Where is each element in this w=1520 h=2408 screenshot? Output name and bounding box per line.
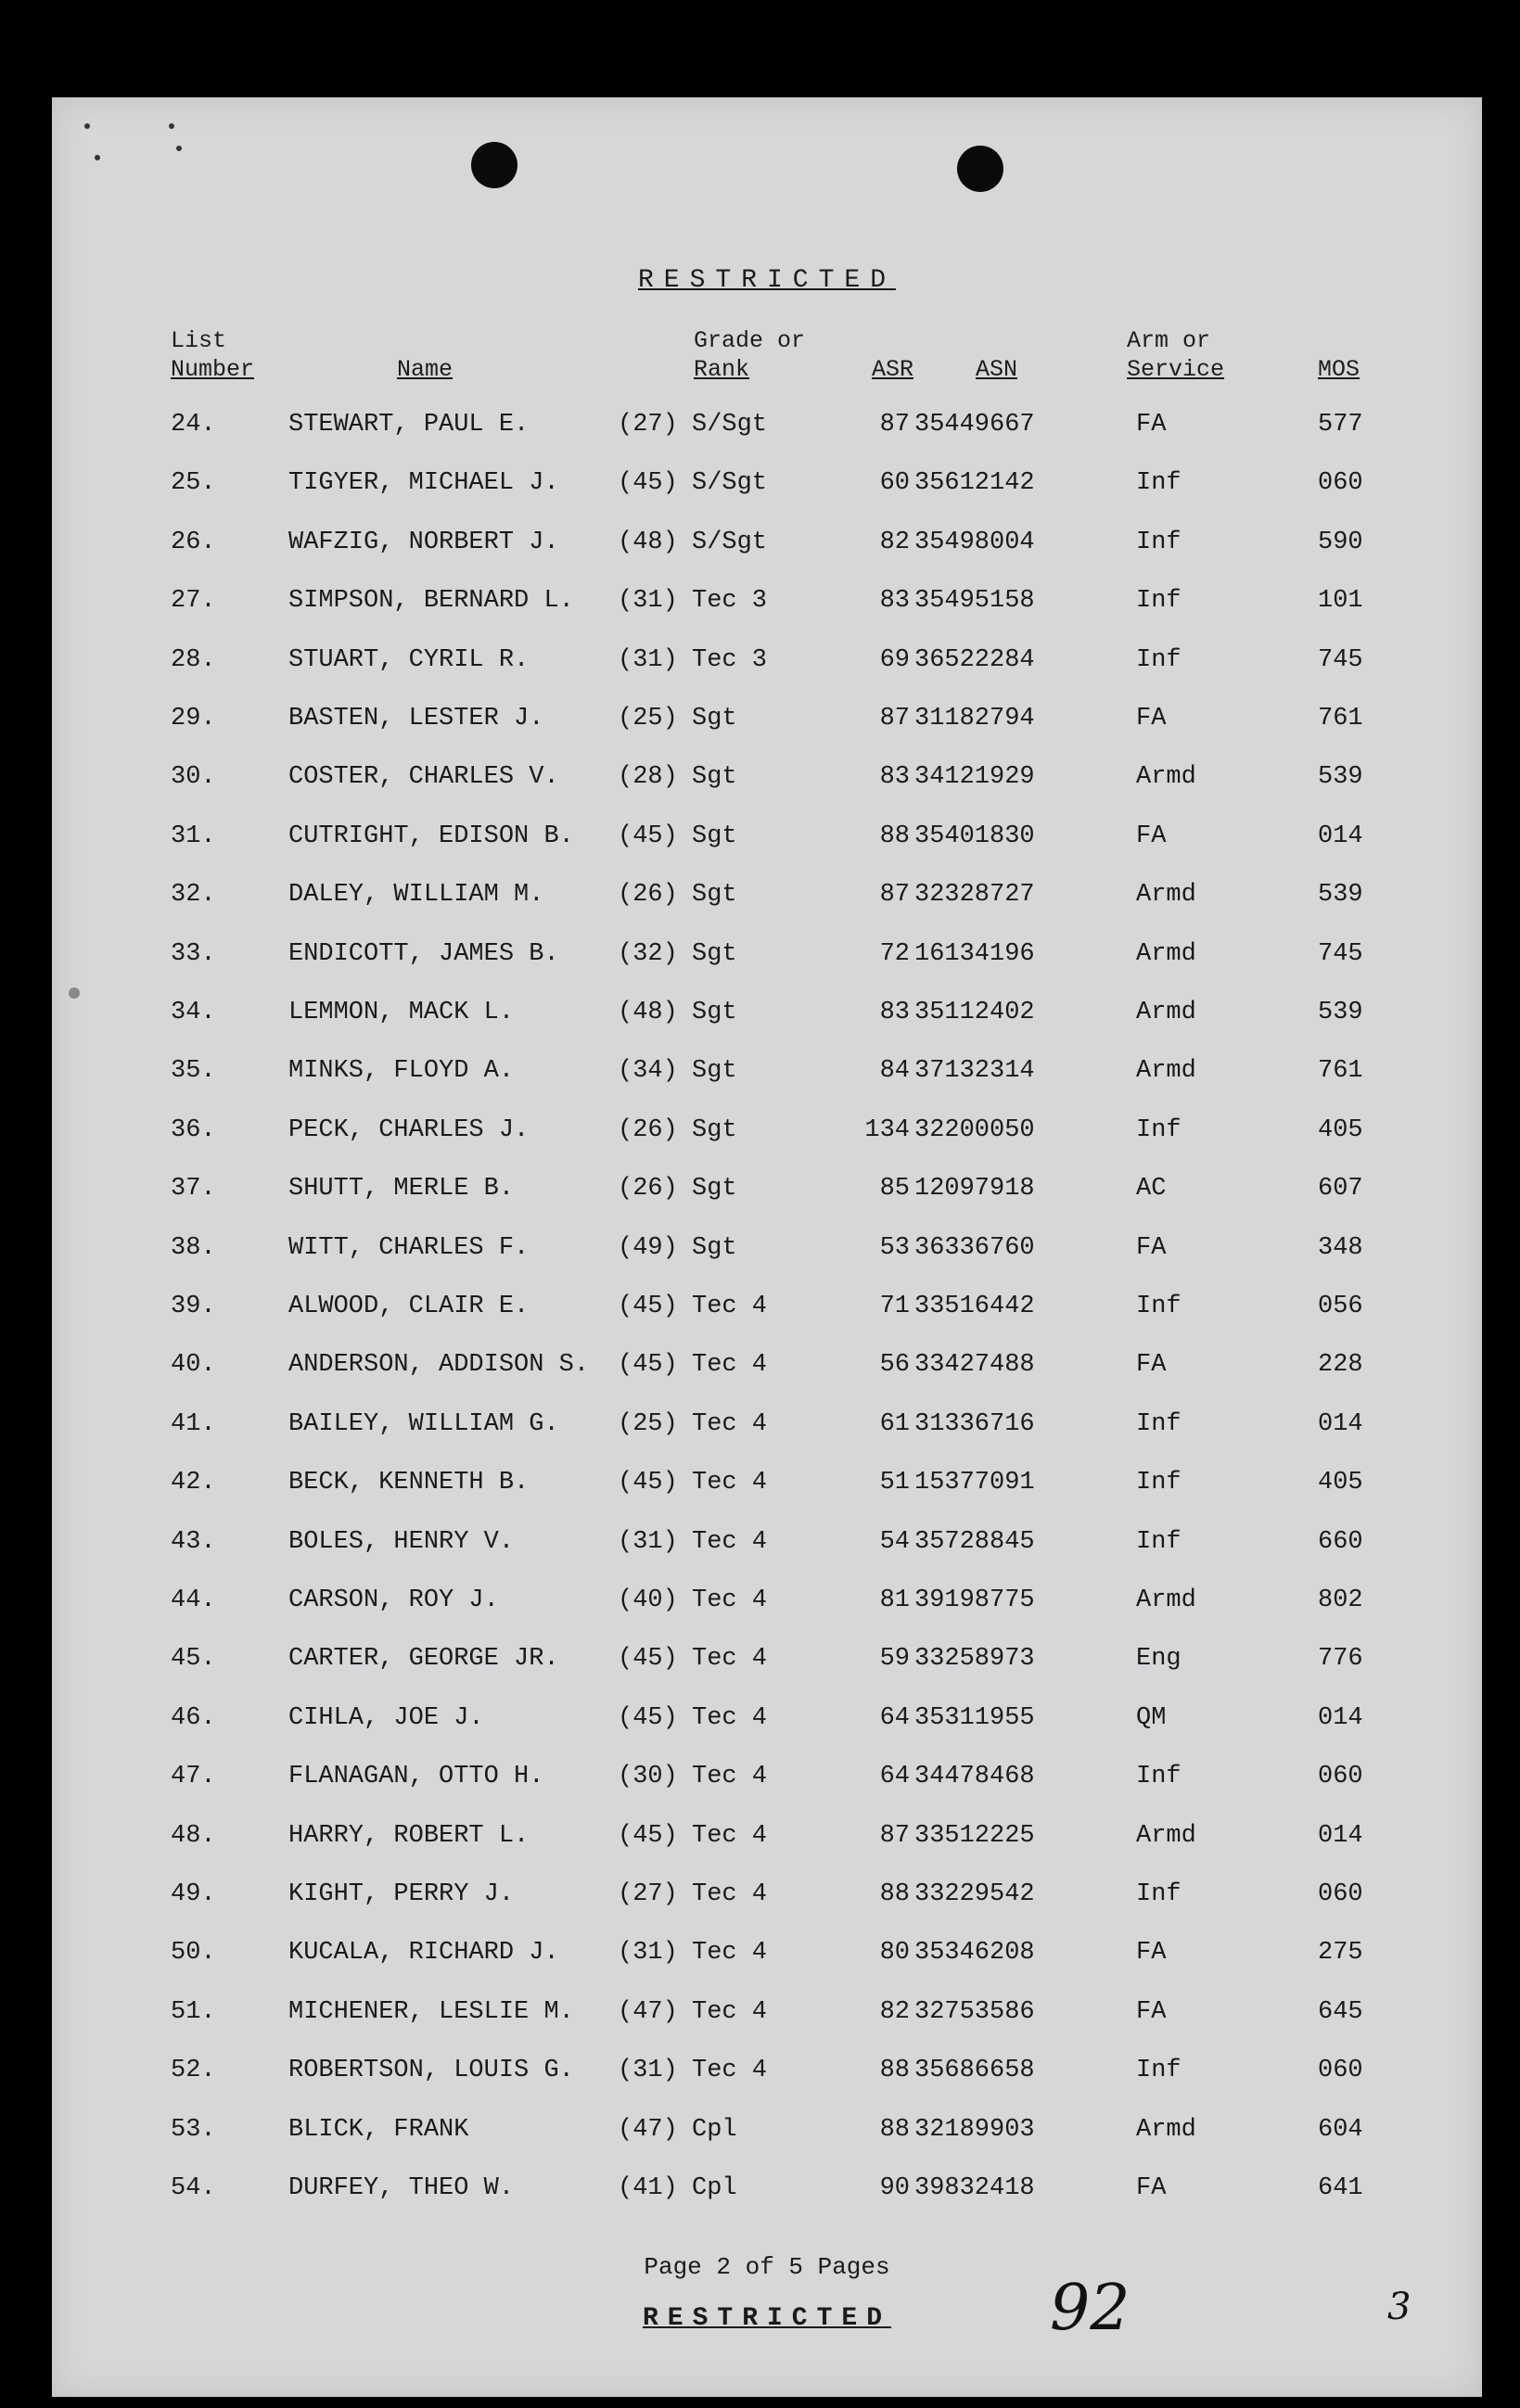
asr-score: 82 [879,1997,910,2026]
grade-rank: Sgt [692,881,737,910]
header-asn: ASN [976,356,1018,383]
grade-rank: Tec 4 [692,2057,768,2085]
soldier-name: ENDICOTT, JAMES B. [288,939,559,968]
asr-score: 83 [879,999,910,1026]
asn-number: 35686658 [914,2057,1035,2085]
soldier-name: BASTEN, LESTER J. [288,705,544,733]
asr-score: 60 [879,469,910,498]
arm-service: FA [1136,1351,1167,1380]
asn-number: 35495158 [914,587,1035,616]
soldier-name: BOLES, HENRY V. [288,1527,515,1556]
soldier-name: SHUTT, MERLE B. [288,1175,515,1204]
mos-code: 060 [1318,469,1363,498]
mos-code: 101 [1318,587,1363,616]
table-row [52,822,1482,860]
list-number: 53. [171,2115,216,2144]
asr-score: 83 [879,587,910,616]
age: (49) [618,1233,678,1262]
mos-code: 645 [1318,1997,1363,2026]
list-number: 27. [171,587,216,616]
table-row [52,411,1482,448]
mos-code: 745 [1318,939,1363,968]
soldier-name: ALWOOD, CLAIR E. [288,1293,530,1320]
mos-code: 014 [1318,822,1363,850]
soldier-name: CARSON, ROY J. [288,1586,499,1614]
asn-number: 32200050 [914,1115,1035,1144]
asn-number: 33512225 [914,1821,1035,1850]
asr-score: 85 [879,1175,910,1204]
soldier-name: MINKS, FLOYD A. [288,1057,515,1086]
asn-number: 39832418 [914,2174,1035,2202]
list-number: 42. [171,1469,216,1497]
arm-service: FA [1136,822,1167,850]
asr-score: 56 [879,1351,910,1380]
arm-service: Armd [1136,881,1196,910]
arm-service: Inf [1136,1880,1182,1908]
list-number: 36. [171,1115,216,1144]
mos-code: 761 [1318,705,1363,733]
document-page [52,97,1482,2397]
speck [69,987,80,999]
list-number: 24. [171,411,216,439]
grade-rank: Sgt [692,822,737,850]
table-row [52,469,1482,506]
asn-number: 34121929 [914,763,1035,792]
grade-rank: Tec 4 [692,1763,768,1791]
age: (47) [618,2115,678,2144]
table-row [52,1116,1482,1153]
mos-code: 014 [1318,1703,1363,1732]
age: (31) [618,2057,678,2085]
asr-score: 83 [879,763,910,792]
grade-rank: Tec 4 [692,1527,768,1556]
table-row [52,1234,1482,1271]
header-mos: MOS [1318,356,1360,383]
arm-service: Inf [1136,1527,1182,1556]
table-row [52,705,1482,742]
soldier-name: LEMMON, MACK L. [288,999,515,1026]
soldier-name: DALEY, WILLIAM M. [288,881,544,910]
soldier-name: DURFEY, THEO W. [288,2174,515,2202]
asn-number: 35346208 [914,1939,1035,1968]
asr-score: 61 [879,1409,910,1438]
soldier-name: ANDERSON, ADDISON S. [288,1351,590,1380]
arm-service: AC [1136,1175,1167,1204]
asn-number: 39198775 [914,1586,1035,1614]
list-number: 33. [171,939,216,968]
asr-score: 134 [864,1115,910,1144]
age: (25) [618,1409,678,1438]
age: (45) [618,1703,678,1732]
soldier-name: PECK, CHARLES J. [288,1115,530,1144]
asn-number: 36522284 [914,645,1035,674]
asr-score: 84 [879,1057,910,1086]
arm-service: QM [1136,1703,1167,1732]
list-number: 48. [171,1821,216,1850]
arm-service: Armd [1136,763,1196,792]
mos-code: 405 [1318,1115,1363,1144]
age: (45) [618,469,678,498]
grade-rank: Sgt [692,939,737,968]
age: (31) [618,645,678,674]
soldier-name: CUTRIGHT, EDISON B. [288,822,574,850]
age: (30) [618,1763,678,1791]
list-number: 28. [171,645,216,674]
age: (45) [618,1821,678,1850]
mos-code: 577 [1318,411,1363,439]
grade-rank: Tec 4 [692,1351,768,1380]
grade-rank: S/Sgt [692,411,768,439]
grade-rank: Tec 4 [692,1409,768,1438]
age: (41) [618,2174,678,2202]
soldier-name: WAFZIG, NORBERT J. [288,528,559,556]
table-row [52,1351,1482,1388]
mos-code: 802 [1318,1586,1363,1614]
speck [84,123,90,129]
arm-service: Armd [1136,1821,1196,1850]
asr-score: 71 [879,1293,910,1320]
mos-code: 539 [1318,999,1363,1026]
mos-code: 641 [1318,2174,1363,2202]
age: (45) [618,1469,678,1497]
age: (47) [618,1997,678,2026]
list-number: 44. [171,1586,216,1614]
arm-service: FA [1136,1939,1167,1968]
grade-rank: Sgt [692,1115,737,1144]
arm-service: FA [1136,1233,1167,1262]
grade-rank: Tec 3 [692,645,768,674]
table-row [52,1822,1482,1859]
table-row [52,529,1482,566]
bottom-classification: RESTRICTED [642,2304,892,2333]
mos-code: 590 [1318,528,1363,556]
asn-number: 31336716 [914,1409,1035,1438]
mos-code: 660 [1318,1527,1363,1556]
grade-rank: Sgt [692,1057,737,1086]
arm-service: Inf [1136,469,1182,498]
header-asr: ASR [872,356,914,383]
list-number: 45. [171,1645,216,1674]
list-number: 29. [171,705,216,733]
soldier-name: MICHENER, LESLIE M. [288,1997,574,2026]
table-row [52,2116,1482,2153]
arm-service: Inf [1136,587,1182,616]
asn-number: 12097918 [914,1175,1035,1204]
asr-score: 59 [879,1645,910,1674]
grade-rank: Sgt [692,999,737,1026]
table-row [52,587,1482,624]
age: (27) [618,1880,678,1908]
grade-rank: Tec 4 [692,1586,768,1614]
arm-service: Armd [1136,1586,1196,1614]
asn-number: 33258973 [914,1645,1035,1674]
punch-hole-right [957,146,1003,192]
mos-code: 539 [1318,763,1363,792]
punch-hole-left [471,142,517,188]
asr-score: 51 [879,1469,910,1497]
age: (26) [618,1115,678,1144]
table-row [52,1763,1482,1800]
asn-number: 35401830 [914,822,1035,850]
asr-score: 88 [879,2115,910,2144]
arm-service: Inf [1136,1409,1182,1438]
asn-number: 33427488 [914,1351,1035,1380]
asr-score: 69 [879,645,910,674]
mos-code: 014 [1318,1821,1363,1850]
soldier-name: BAILEY, WILLIAM G. [288,1409,559,1438]
mos-code: 228 [1318,1351,1363,1380]
grade-rank: S/Sgt [692,469,768,498]
mos-code: 604 [1318,2115,1363,2144]
soldier-name: STEWART, PAUL E. [288,411,530,439]
grade-rank: Tec 4 [692,1645,768,1674]
table-row [52,1998,1482,2035]
asn-number: 33516442 [914,1293,1035,1320]
asn-number: 32328727 [914,881,1035,910]
age: (32) [618,939,678,968]
table-row [52,1645,1482,1682]
list-number: 34. [171,999,216,1026]
grade-rank: Tec 4 [692,1293,768,1320]
mos-code: 060 [1318,1880,1363,1908]
list-number: 43. [171,1527,216,1556]
list-number: 32. [171,881,216,910]
top-classification: RESTRICTED [637,266,897,295]
soldier-name: BECK, KENNETH B. [288,1469,530,1497]
mos-code: 275 [1318,1939,1363,1968]
age: (48) [618,999,678,1026]
grade-rank: Sgt [692,1175,737,1204]
age: (25) [618,705,678,733]
asr-score: 82 [879,528,910,556]
asr-score: 72 [879,939,910,968]
arm-service: Inf [1136,2057,1182,2085]
arm-service: Inf [1136,1115,1182,1144]
list-number: 40. [171,1351,216,1380]
list-number: 46. [171,1703,216,1732]
table-row [52,1704,1482,1741]
mos-code: 745 [1318,645,1363,674]
soldier-name: CARTER, GEORGE JR. [288,1645,559,1674]
table-row [52,881,1482,918]
table-row [52,1528,1482,1565]
asn-number: 35612142 [914,469,1035,498]
soldier-name: BLICK, FRANK [288,2115,469,2144]
age: (26) [618,1175,678,1204]
asn-number: 35449667 [914,411,1035,439]
arm-service: Inf [1136,1293,1182,1320]
age: (28) [618,763,678,792]
list-number: 54. [171,2174,216,2202]
table-row [52,2174,1482,2211]
list-number: 47. [171,1763,216,1791]
asr-score: 53 [879,1233,910,1262]
soldier-name: WITT, CHARLES F. [288,1233,530,1262]
speck [95,155,100,160]
mos-code: 405 [1318,1469,1363,1497]
mos-code: 348 [1318,1233,1363,1262]
table-row [52,1939,1482,1976]
asr-score: 87 [879,411,910,439]
soldier-name: KIGHT, PERRY J. [288,1880,515,1908]
list-number: 50. [171,1939,216,1968]
asn-number: 32189903 [914,2115,1035,2144]
mos-code: 539 [1318,881,1363,910]
asr-score: 88 [879,2057,910,2085]
table-row [52,1880,1482,1917]
grade-rank: Sgt [692,1233,737,1262]
asn-number: 36336760 [914,1233,1035,1262]
handwritten-number: 92 [1050,2272,1130,2345]
table-row [52,1410,1482,1447]
age: (26) [618,881,678,910]
arm-service: Armd [1136,1057,1196,1086]
grade-rank: Tec 4 [692,1997,768,2026]
asn-number: 35498004 [914,528,1035,556]
soldier-name: TIGYER, MICHAEL J. [288,469,559,498]
soldier-name: KUCALA, RICHARD J. [288,1939,559,1968]
list-number: 39. [171,1293,216,1320]
table-row [52,1057,1482,1094]
mos-code: 056 [1318,1293,1363,1320]
table-row [52,999,1482,1036]
table-row [52,1469,1482,1506]
age: (31) [618,587,678,616]
asn-number: 32753586 [914,1997,1035,2026]
asr-score: 87 [879,1821,910,1850]
arm-service: Armd [1136,939,1196,968]
list-number: 31. [171,822,216,850]
age: (45) [618,1351,678,1380]
age: (31) [618,1527,678,1556]
header-name: Name [397,356,453,383]
asn-number: 15377091 [914,1469,1035,1497]
asn-number: 16134196 [914,939,1035,968]
mos-code: 060 [1318,2057,1363,2085]
age: (27) [618,411,678,439]
grade-rank: Tec 4 [692,1939,768,1968]
mos-code: 761 [1318,1057,1363,1086]
asr-score: 87 [879,881,910,910]
mos-code: 607 [1318,1175,1363,1204]
list-number: 26. [171,528,216,556]
age: (48) [618,528,678,556]
page-indicator: Page 2 of 5 Pages [644,2253,890,2281]
grade-rank: Tec 4 [692,1469,768,1497]
soldier-name: SIMPSON, BERNARD L. [288,587,574,616]
asr-score: 80 [879,1939,910,1968]
list-number: 51. [171,1997,216,2026]
grade-rank: Tec 4 [692,1880,768,1908]
table-row [52,763,1482,800]
list-number: 41. [171,1409,216,1438]
soldier-name: HARRY, ROBERT L. [288,1821,530,1850]
list-number: 30. [171,763,216,792]
asn-number: 34478468 [914,1763,1035,1791]
age: (45) [618,1293,678,1320]
list-number: 38. [171,1233,216,1262]
asr-score: 54 [879,1527,910,1556]
grade-rank: S/Sgt [692,528,768,556]
speck [169,123,174,129]
table-row [52,1175,1482,1212]
list-number: 25. [171,469,216,498]
soldier-name: ROBERTSON, LOUIS G. [288,2057,574,2085]
arm-service: Inf [1136,528,1182,556]
handwritten-corner-mark: 3 [1387,2286,1411,2328]
age: (40) [618,1586,678,1614]
table-row [52,940,1482,977]
list-number: 52. [171,2057,216,2085]
soldier-name: STUART, CYRIL R. [288,645,530,674]
age: (45) [618,822,678,850]
arm-service: Inf [1136,1763,1182,1791]
soldier-name: COSTER, CHARLES V. [288,763,559,792]
asr-score: 64 [879,1763,910,1791]
table-row [52,1586,1482,1624]
grade-rank: Sgt [692,705,737,733]
speck [176,146,182,151]
mos-code: 776 [1318,1645,1363,1674]
arm-service: Inf [1136,645,1182,674]
arm-service: FA [1136,705,1167,733]
arm-service: FA [1136,411,1167,439]
arm-service: Inf [1136,1469,1182,1497]
arm-service: Armd [1136,999,1196,1026]
age: (31) [618,1939,678,1968]
grade-rank: Tec 4 [692,1821,768,1850]
asn-number: 35728845 [914,1527,1035,1556]
grade-rank: Cpl [692,2174,737,2202]
asn-number: 37132314 [914,1057,1035,1086]
header-arm: Arm or Service [1127,327,1225,383]
table-row [52,1293,1482,1330]
header-list-number: List Number [171,327,255,383]
arm-service: Eng [1136,1645,1182,1674]
asr-score: 81 [879,1586,910,1614]
list-number: 35. [171,1057,216,1086]
asn-number: 35311955 [914,1703,1035,1732]
asr-score: 90 [879,2174,910,2202]
grade-rank: Cpl [692,2115,737,2144]
asn-number: 35112402 [914,999,1035,1026]
mos-code: 014 [1318,1409,1363,1438]
age: (45) [618,1645,678,1674]
mos-code: 060 [1318,1763,1363,1791]
grade-rank: Sgt [692,763,737,792]
asn-number: 31182794 [914,705,1035,733]
asr-score: 88 [879,822,910,850]
asr-score: 88 [879,1880,910,1908]
list-number: 37. [171,1175,216,1204]
grade-rank: Tec 3 [692,587,768,616]
age: (34) [618,1057,678,1086]
asr-score: 64 [879,1703,910,1732]
soldier-name: FLANAGAN, OTTO H. [288,1763,544,1791]
asn-number: 33229542 [914,1880,1035,1908]
arm-service: FA [1136,2174,1167,2202]
grade-rank: Tec 4 [692,1703,768,1732]
arm-service: FA [1136,1997,1167,2026]
header-grade: Grade or Rank [694,327,806,383]
table-row [52,2057,1482,2094]
arm-service: Armd [1136,2115,1196,2144]
table-row [52,646,1482,683]
list-number: 49. [171,1880,216,1908]
asr-score: 87 [879,705,910,733]
soldier-name: CIHLA, JOE J. [288,1703,484,1732]
